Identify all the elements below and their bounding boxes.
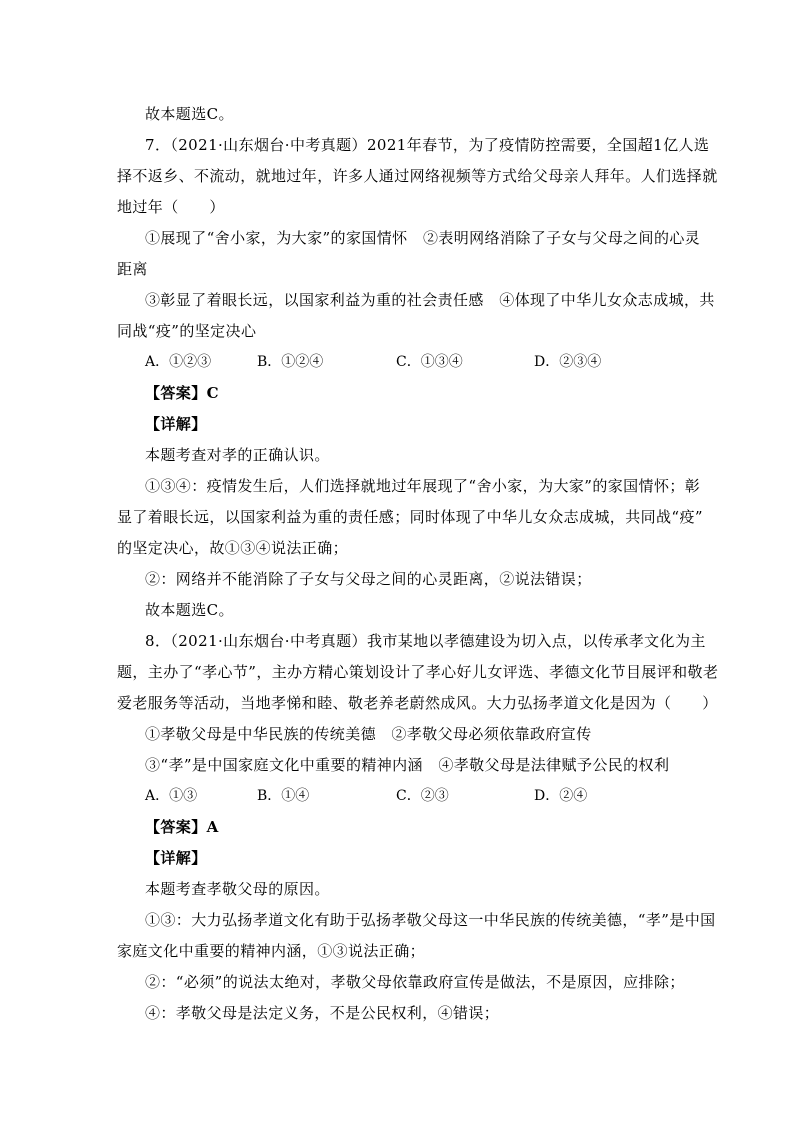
- text-line: 地过年（ ）: [117, 198, 225, 216]
- text-line: ②：网络并不能消除了子女与父母之间的心灵距离，②说法错误；: [145, 570, 592, 588]
- question-8-stem: 8．（2021·山东烟台·中考真题）我市某地以孝德建设为切入点，以传承孝文化为主: [145, 632, 706, 650]
- option-c: C．①③④: [396, 354, 463, 370]
- question-7-stem: 7．（2021·山东烟台·中考真题）2021年春节，为了疫情防控需要，全国超1亿人选: [145, 136, 710, 154]
- answer-label: 【答案】C: [145, 384, 219, 402]
- text-line: 的坚定决心，故①③④说法正确；: [117, 539, 349, 557]
- text-line: 本题考查对孝的正确认识。: [145, 446, 330, 464]
- option-b: B．①④: [257, 788, 310, 804]
- option-c: C．②③: [396, 788, 449, 804]
- text-line: 同战“疫”的坚定决心: [117, 322, 257, 340]
- option-a: A．①②③: [145, 354, 212, 370]
- text-line: ①③④：疫情发生后，人们选择就地过年展现了“舍小家，为大家”的家国情怀；彰: [145, 477, 701, 495]
- text-line: 题，主办了“孝心节”，主办方精心策划设计了孝心好儿女评选、孝德文化节目展评和敬老: [117, 663, 719, 681]
- option-d: D．②④: [534, 788, 588, 804]
- option-d: D．②③④: [534, 354, 602, 370]
- detail-label: 【详解】: [145, 415, 207, 433]
- option-b: B．①②④: [257, 354, 324, 370]
- text-line: ①③：大力弘扬孝道文化有助于弘扬孝敬父母这一中华民族的传统美德，“孝”是中国: [145, 911, 716, 929]
- text-line: ③“孝”是中国家庭文化中重要的精神内涵 ④孝敬父母是法律赋予公民的权利: [145, 756, 670, 774]
- text-line: 距离: [117, 260, 148, 278]
- text-line: 故本题选C。: [145, 105, 234, 123]
- text-line: 家庭文化中重要的精神内涵，①③说法正确；: [117, 942, 426, 960]
- text-line: 显了着眼长远，以国家利益为重的责任感；同时体现了中华儿女众志成城，共同战“疫”: [117, 508, 703, 526]
- text-line: 故本题选C。: [145, 601, 234, 619]
- text-line: ②：“必须”的说法太绝对，孝敬父母依靠政府宣传是做法，不是原因，应排除；: [145, 973, 685, 991]
- text-line: ①展现了“舍小家，为大家”的家国情怀 ②表明网络消除了子女与父母之间的心灵: [145, 229, 701, 247]
- text-line: ④：孝敬父母是法定义务，不是公民权利，④错误；: [145, 1004, 500, 1022]
- text-line: 择不返乡、不流动，就地过年，许多人通过网络视频等方式给父母亲人拜年。人们选择就: [117, 167, 718, 185]
- text-line: 本题考查孝敬父母的原因。: [145, 880, 330, 898]
- text-line: 爱老服务等活动，当地孝悌和睦、敬老养老蔚然成风。大力弘扬孝道文化是因为（ ）: [117, 694, 718, 712]
- text-line: ①孝敬父母是中华民族的传统美德 ②孝敬父母必须依靠政府宣传: [145, 725, 592, 743]
- detail-label: 【详解】: [145, 849, 207, 867]
- option-a: A．①③: [145, 788, 198, 804]
- text-line: ③彰显了着眼长远，以国家利益为重的社会责任感 ④体现了中华儿女众志成城，共: [145, 291, 715, 309]
- answer-label: 【答案】A: [145, 818, 219, 836]
